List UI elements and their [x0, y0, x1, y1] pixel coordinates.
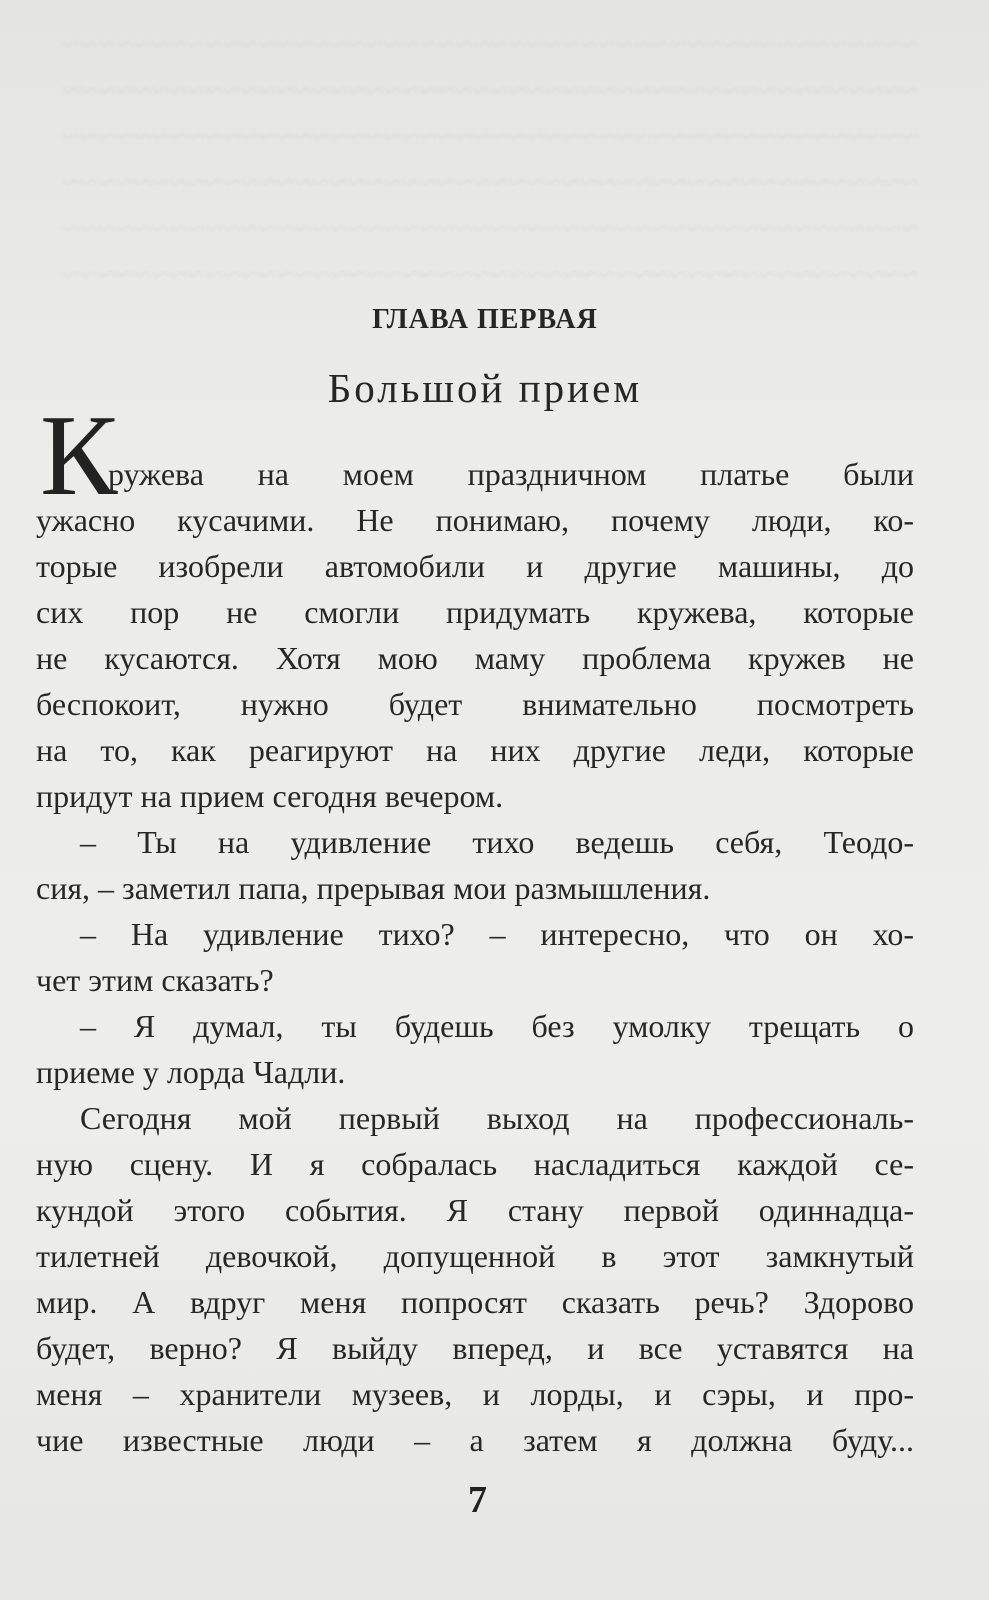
page-number: 7: [468, 1479, 487, 1521]
text-line: приеме у лорда Чадли.: [36, 1054, 346, 1090]
text-line: торые изобрели автомобили и другие машины, до: [36, 548, 914, 584]
chapter-label: ГЛАВА ПЕРВАЯ: [372, 304, 598, 335]
body-text: [36, 451, 914, 1463]
text-line: кундой этого события. Я стану первой одиннадца-: [36, 1192, 914, 1228]
text-line: не кусаются. Хотя мою маму проблема кружев не: [36, 640, 914, 676]
text-line: чие известные люди – а затем я должна буду...: [36, 1422, 914, 1458]
text-line: ную сцену. И я собралась насладиться каждой се-: [36, 1146, 914, 1182]
text-line: придут на прием сегодня вечером.: [36, 778, 504, 814]
text-line: – Ты на удивление тихо ведешь себя, Теодо-: [80, 824, 914, 860]
text-line: – Я думал, ты будешь без умолку трещать о: [80, 1008, 914, 1044]
text-line: беспокоит, нужно будет внимательно посмотреть: [36, 686, 914, 722]
text-line: – На удивление тихо? – интересно, что он хо-: [80, 916, 914, 952]
text-line: чет этим сказать?: [36, 962, 274, 998]
text-line: ружева на моем праздничном платье были: [108, 456, 914, 492]
chapter-title: Большой прием: [327, 365, 643, 411]
text-line: Сегодня мой первый выход на профессиональ-: [80, 1100, 914, 1136]
text-line: ужасно кусачими. Не понимаю, почему люди, ко-: [36, 502, 914, 538]
bleed-through-text: ~~~~~~~~~~~~~~~~~~~~~~~~~~~~~~~~~~~~~~~~~~~~~~~~ ~~~~~~~~~~~~~~~~~~~~~~~~~~~~~~~~~~~~~~~~~~~~~~~~ ~~~~~~~~~~~~~~~~~~~~~~~~~~~~~~~~~~~~~~~~~~~~~~~~ ~~~~~~~~~~~~~~~~~~~~~~~~~~~~~~~~~~~~~~~~~~~~~~~~ ~~~~~~~~~~~~~~~~~~~~~~~~~~~~~~~~~~~~~~~~~~~~~~~~ ~~~~~~~~~~~~~~~~~~~~~~~~~~~~~~~~~~~~~~~~~~~~~~~~: [62, 27, 919, 293]
text-line: сих пор не смогли придумать кружева, которые: [36, 594, 914, 630]
text-line: на то, как реагируют на них другие леди, которые: [36, 732, 914, 768]
text-line: будет, верно? Я выйду вперед, и все уставятся на: [36, 1330, 914, 1366]
text-line: меня – хранители музеев, и лорды, и сэры, и про-: [36, 1376, 914, 1412]
drop-cap: К: [40, 392, 118, 520]
text-line: тилетней девочкой, допущенной в этот замкнутый: [36, 1238, 914, 1274]
text-line: сия, – заметил папа, прерывая мои размышления.: [36, 870, 711, 906]
text-line: мир. А вдруг меня попросят сказать речь? Здорово: [36, 1284, 914, 1320]
